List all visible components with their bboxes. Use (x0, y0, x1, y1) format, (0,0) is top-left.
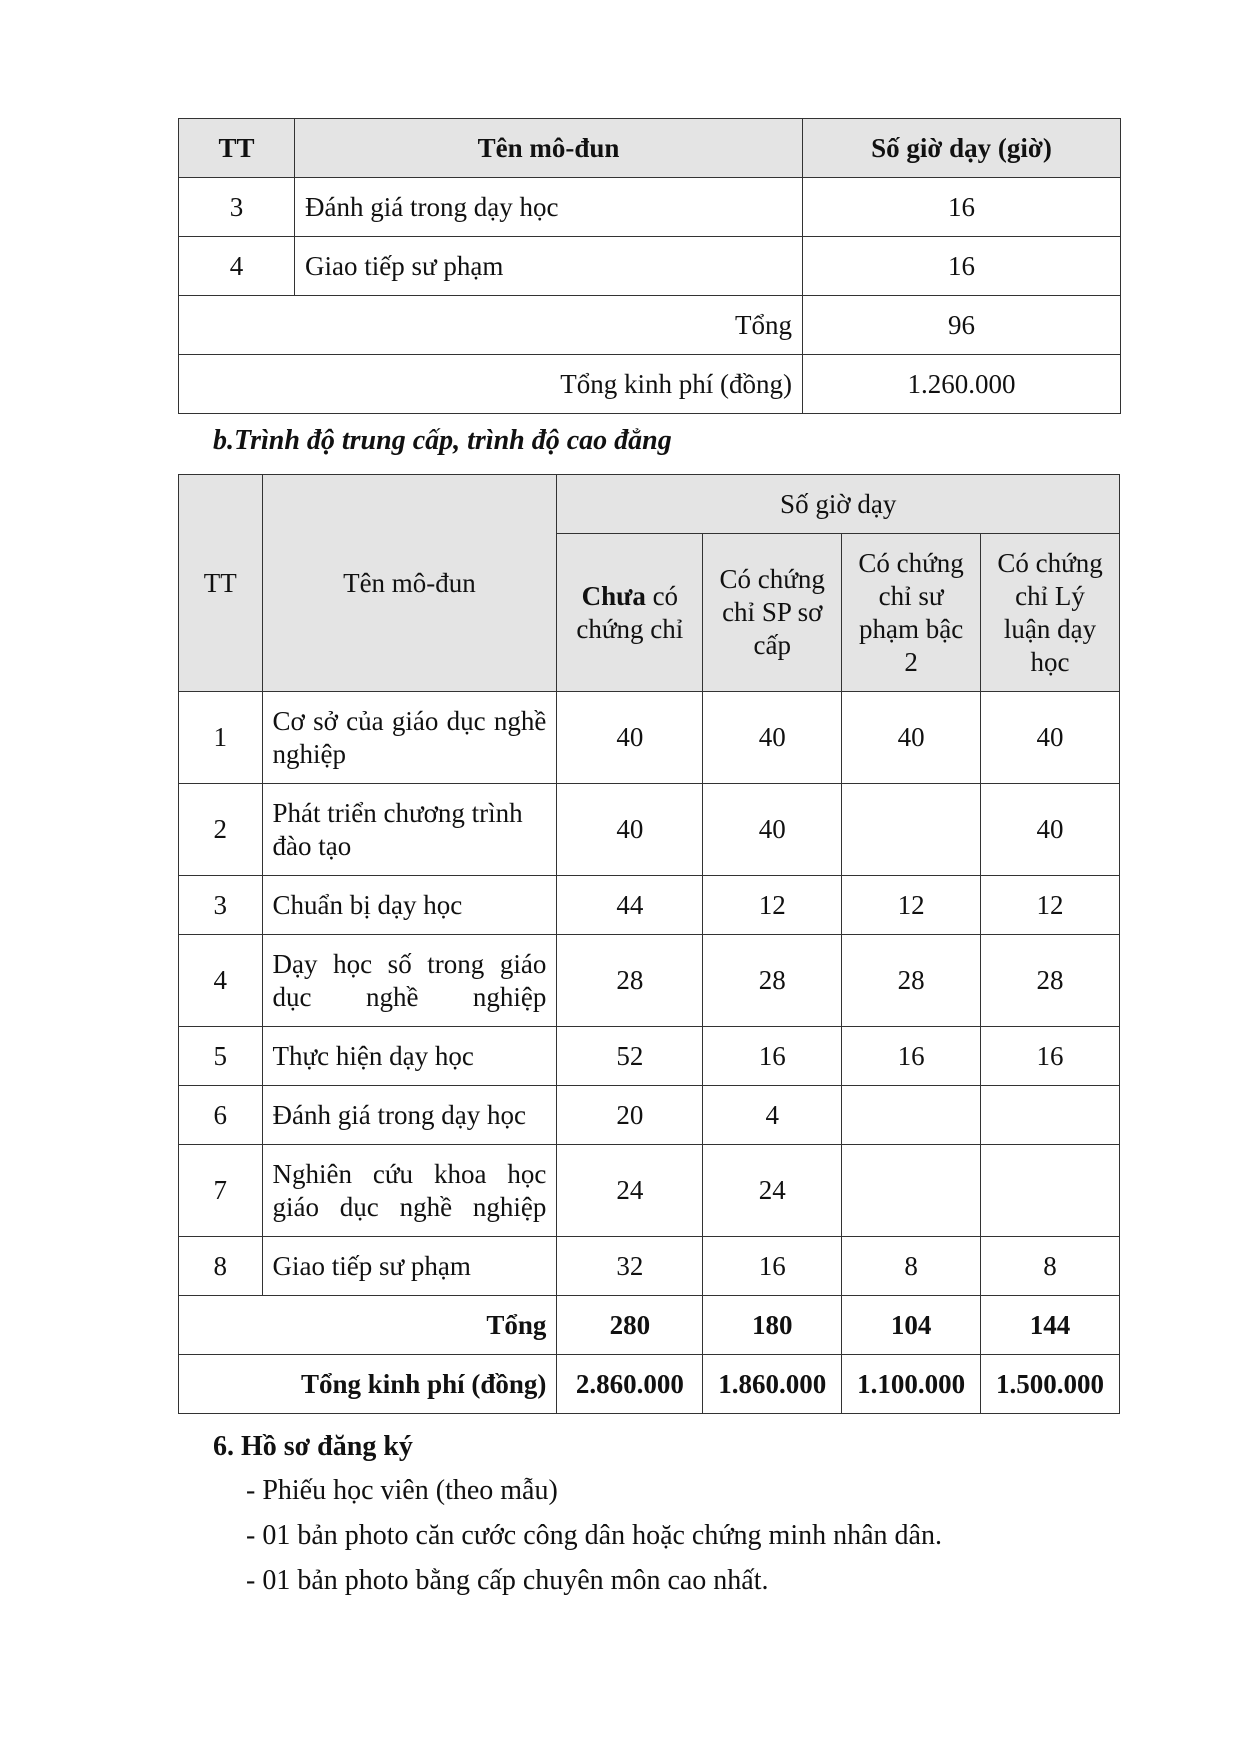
row-value-1: 44 (557, 876, 703, 935)
cost-row (179, 355, 1121, 414)
row-value-2: 40 (703, 692, 842, 784)
header-theory-certificate: Có chứng chỉ Lý luận dạy học (981, 534, 1120, 692)
row-value-2: 16 (703, 1237, 842, 1296)
row-value-2: 40 (703, 784, 842, 876)
cost-value-2: 1.860.000 (703, 1355, 842, 1414)
row-value-3: 12 (842, 876, 981, 935)
cost-label: Tổng kinh phí (đồng) (179, 1355, 557, 1414)
table-row (179, 1086, 1120, 1145)
subheading: b.Trình độ trung cấp, trình độ cao đẳng (213, 425, 672, 456)
total-value-1: 280 (557, 1296, 703, 1355)
header-no-certificate-rest: có chứng chỉ (576, 580, 684, 644)
row-module-name: Đánh giá trong dạy học (262, 1086, 557, 1145)
table-row (179, 1237, 1120, 1296)
table-row (179, 178, 1121, 237)
row-value-1: 40 (557, 784, 703, 876)
table-row (179, 237, 1121, 296)
row-value-3: 40 (842, 692, 981, 784)
row-value-2: 16 (703, 1027, 842, 1086)
cost-label: Tổng kinh phí (đồng) (179, 355, 803, 414)
header-sp-basic-certificate: Có chứng chỉ SP sơ cấp (703, 534, 842, 692)
row-value-2: 4 (703, 1086, 842, 1145)
row-module-name: Chuẩn bị dạy học (262, 876, 557, 935)
total-row (179, 1296, 1120, 1355)
row-value-3 (842, 1145, 981, 1237)
row-value-4: 8 (981, 1237, 1120, 1296)
row-value-1: 32 (557, 1237, 703, 1296)
row-module-name: Dạy học số trong giáo dục nghề nghiệp (262, 935, 557, 1027)
row-value-3: 8 (842, 1237, 981, 1296)
row-tt: 4 (179, 935, 263, 1027)
total-value-4: 144 (981, 1296, 1120, 1355)
row-value-3: 16 (842, 1027, 981, 1086)
row-tt: 1 (179, 692, 263, 784)
cost-row (179, 1355, 1120, 1414)
row-value-1: 28 (557, 935, 703, 1027)
row-value-4: 40 (981, 784, 1120, 876)
row-value-2: 28 (703, 935, 842, 1027)
total-value: 96 (803, 296, 1121, 355)
list-item: - 01 bản photo bằng cấp chuyên môn cao nhất. (246, 1565, 769, 1596)
row-value-1: 24 (557, 1145, 703, 1237)
row-value-4: 12 (981, 876, 1120, 935)
row-value-4 (981, 1145, 1120, 1237)
section-heading: 6. Hồ sơ đăng ký (213, 1431, 413, 1462)
header-module-name: Tên mô-đun (262, 475, 557, 692)
row-value-3 (842, 784, 981, 876)
cost-value-3: 1.100.000 (842, 1355, 981, 1414)
cost-value-1: 2.860.000 (557, 1355, 703, 1414)
list-item: - Phiếu học viên (theo mẫu) (246, 1475, 558, 1506)
row-value-1: 20 (557, 1086, 703, 1145)
row-module-name: Phát triển chương trình đào tạo (262, 784, 557, 876)
table-row (179, 784, 1120, 876)
row-value-4: 40 (981, 692, 1120, 784)
row-tt: 2 (179, 784, 263, 876)
header-level2-certificate: Có chứng chỉ sư phạm bậc 2 (842, 534, 981, 692)
row-tt: 5 (179, 1027, 263, 1086)
row-value-1: 40 (557, 692, 703, 784)
row-module-name: Giao tiếp sư phạm (295, 237, 803, 296)
header-module-name: Tên mô-đun (295, 119, 803, 178)
total-label: Tổng (179, 1296, 557, 1355)
total-row (179, 296, 1121, 355)
module-hours-table-1 (178, 118, 1121, 414)
total-value-2: 180 (703, 1296, 842, 1355)
row-module-name: Nghiên cứu khoa học giáo dục nghề nghiệp (262, 1145, 557, 1237)
row-value-2: 24 (703, 1145, 842, 1237)
row-tt: 4 (179, 237, 295, 296)
total-label: Tổng (179, 296, 803, 355)
table-row (179, 935, 1120, 1027)
row-tt: 8 (179, 1237, 263, 1296)
row-hours: 16 (803, 237, 1121, 296)
table-row (179, 1145, 1120, 1237)
row-module-name: Đánh giá trong dạy học (295, 178, 803, 237)
header-no-certificate-bold: Chưa (581, 580, 646, 611)
row-module-name: Giao tiếp sư phạm (262, 1237, 557, 1296)
row-module-name: Cơ sở của giáo dục nghề nghiệp (262, 692, 557, 784)
row-tt: 7 (179, 1145, 263, 1237)
module-hours-table-2 (178, 474, 1120, 1414)
table-row (179, 692, 1120, 784)
header-no-certificate (557, 534, 703, 692)
cost-value-4: 1.500.000 (981, 1355, 1120, 1414)
list-item: - 01 bản photo căn cước công dân hoặc chứng minh nhân dân. (246, 1520, 942, 1551)
cost-value: 1.260.000 (803, 355, 1121, 414)
header-hours-group: Số giờ dạy (557, 475, 1120, 534)
row-tt: 3 (179, 178, 295, 237)
row-value-3: 28 (842, 935, 981, 1027)
row-value-4: 28 (981, 935, 1120, 1027)
header-hours: Số giờ dạy (giờ) (803, 119, 1121, 178)
row-value-4: 16 (981, 1027, 1120, 1086)
row-value-3 (842, 1086, 981, 1145)
row-value-2: 12 (703, 876, 842, 935)
row-value-1: 52 (557, 1027, 703, 1086)
total-value-3: 104 (842, 1296, 981, 1355)
row-tt: 6 (179, 1086, 263, 1145)
row-value-4 (981, 1086, 1120, 1145)
header-tt: TT (179, 119, 295, 178)
table-row (179, 1027, 1120, 1086)
header-tt: TT (179, 475, 263, 692)
table-row (179, 876, 1120, 935)
row-hours: 16 (803, 178, 1121, 237)
row-module-name: Thực hiện dạy học (262, 1027, 557, 1086)
row-tt: 3 (179, 876, 263, 935)
